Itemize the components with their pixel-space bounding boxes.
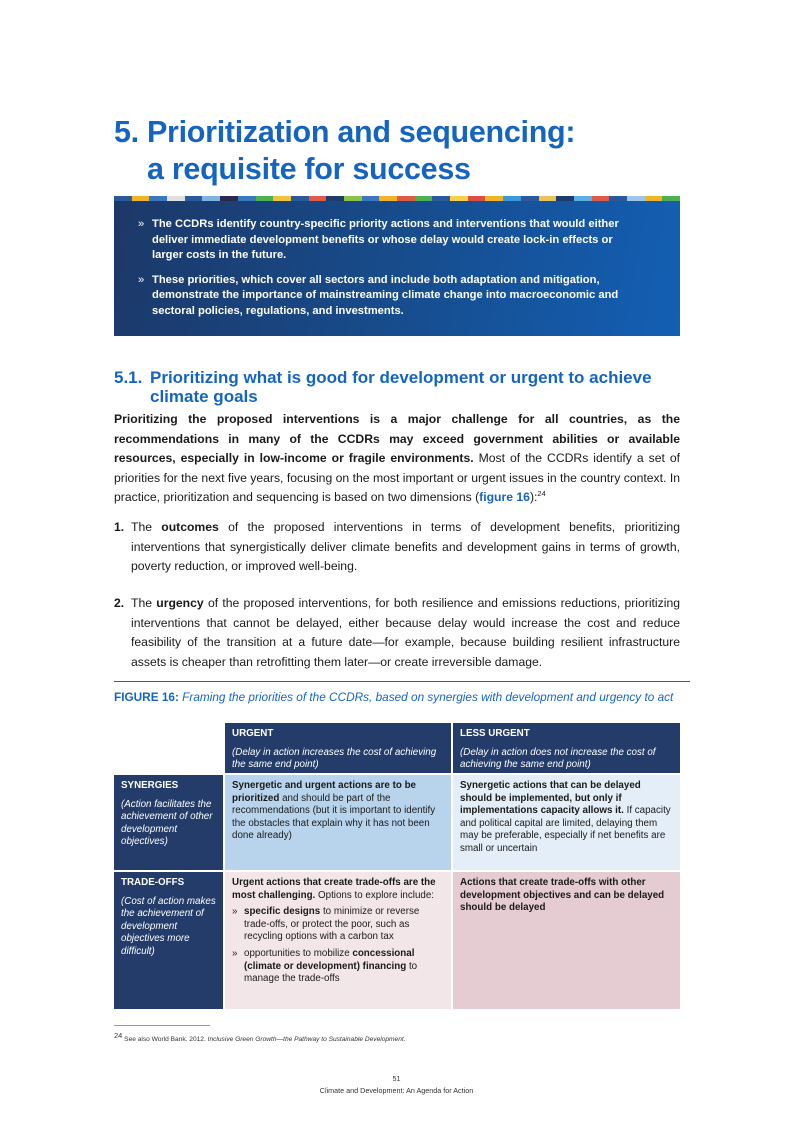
key-message-item	[138, 217, 644, 264]
row-header-trade-offs	[114, 872, 223, 1009]
figure-rule	[114, 681, 690, 682]
chapter-title-line-1: 5. Prioritization and sequencing:	[114, 115, 576, 149]
footnote-ref-24[interactable]: 24	[537, 488, 546, 498]
footnote-number: 24	[114, 1030, 123, 1040]
list-text-rest: of the proposed interventions, for both resilience and emissions reductions, prioritizing interventions that cannot be delayed, either because delay would increase the cost and reduce feasibility of the transition at a future date—for example, because building resilient infrastructure assets is cheaper than retrofitting them later—or create irreversible damage.	[131, 596, 681, 669]
footnote	[114, 1030, 406, 1044]
cell-bold-text: Actions that create trade-offs with other development objectives and can be delayed should be delayed	[460, 877, 665, 914]
footnote-rule	[114, 1025, 210, 1026]
footnote-text: See also World Bank. 2012.	[122, 1036, 208, 1043]
intro-after-link: ):	[529, 490, 538, 504]
column-subtitle: (Delay in action increases the cost of achieving the same end point)	[232, 746, 437, 771]
intro-text: Most of the CCDRs identify a set of priorities for the next five years, focusing on the most important or urgent issues in the country context. In practice, prioritization and sequencing is based on two dimensions (	[114, 451, 680, 504]
cell-synergies-urgent	[225, 775, 451, 870]
section-heading	[114, 368, 694, 406]
section-title-line-2: climate goals	[150, 387, 258, 406]
row-header-synergies	[114, 775, 223, 870]
footnote-title: Inclusive Green Growth—the Pathway to Sustainable Development	[207, 1036, 404, 1043]
list-keyword: urgency	[156, 596, 204, 610]
cell-bold-text: Synergetic actions that can be delayed should be implemented, but only if implementations capacity allows it.	[460, 780, 641, 817]
cell-synergies-less-urgent	[453, 775, 680, 870]
figure-caption	[114, 690, 684, 705]
cell-text: and should be part of the recommendations (but it is important to identify the obstacles that explain why it has not been done already)	[232, 792, 436, 842]
row-subtitle: (Cost of action makes the achievement of development objectives more difficult)	[121, 895, 216, 957]
footer-title: Climate and Development: An Agenda for Action	[319, 1086, 474, 1095]
section-number: 5.1.	[114, 368, 143, 387]
chevron-bullet-icon: »	[232, 947, 238, 959]
column-title: URGENT	[232, 728, 274, 739]
chapter-title	[114, 114, 714, 188]
chevron-bullet-icon: »	[138, 218, 145, 230]
bullet-bold-text: concessional (climate or development) financing	[244, 947, 415, 972]
key-message-text: The CCDRs identify country-specific priority actions and interventions that would either deliver immediate development benefits or whose delay would create lock-in effects or larger costs in the future.	[152, 218, 619, 261]
key-message-text: These priorities, which cover all sectors and include both adaptation and mitigation, demonstrate the importance of mainstreaming climate change into macroeconomic and sectoral policies, regulations, and investments.	[152, 273, 619, 317]
intro-paragraph	[114, 410, 680, 508]
list-text-pre: The	[131, 520, 162, 534]
section-title-line-1: Prioritizing what is good for development or urgent to achieve	[150, 368, 652, 387]
bullet-bold-text: specific designs	[244, 906, 321, 918]
intro-bold-lead: Prioritizing the proposed interventions is a major challenge for all countries, as the recommendations in many of the CCDRs may exceed government abilities or available resources, especially in low-income or fragile environments.	[114, 412, 680, 465]
figure-16-link[interactable]: figure 16	[479, 490, 530, 504]
column-header-urgent	[225, 723, 451, 773]
row-title: TRADE-OFFS	[121, 877, 185, 888]
cell-trade-offs-less-urgent	[453, 872, 680, 1009]
chevron-bullet-icon: »	[138, 273, 145, 286]
cell-bullet-item	[232, 948, 444, 986]
figure-caption-text: Framing the priorities of the CCDRs, based on synergies with development and urgency to act	[178, 690, 674, 704]
key-message-item	[138, 273, 644, 320]
cell-bold-text: Urgent actions that create trade-offs are the most challenging.	[232, 877, 436, 901]
column-subtitle: (Delay in action does not increase the cost of achieving the same end point)	[460, 746, 656, 771]
list-number: 2.	[114, 596, 125, 610]
row-subtitle: (Action facilitates the achievement of other development objectives)	[121, 798, 213, 848]
bullet-text: to manage the trade-offs	[244, 960, 418, 985]
list-text-pre: The	[131, 596, 157, 610]
cell-bold-text: Synergetic and urgent actions are to be prioritized	[232, 780, 417, 804]
cell-text: Options to explore include:	[315, 889, 435, 901]
chevron-bullet-icon: »	[232, 906, 238, 918]
list-text-rest: of the proposed interventions in terms of development benefits, prioritizing interventions that synergistically deliver climate benefits and development gains in terms of growth, poverty reduction, or improved well-being.	[131, 520, 680, 573]
list-item	[114, 518, 680, 577]
bullet-text: to minimize or reverse trade-offs, or protect the poor, such as recycling options with a carbon tax	[244, 906, 420, 943]
cell-text: If capacity and political capital are limited, delaying them may be preferable, especially if net benefits are small or uncertain	[460, 805, 671, 854]
column-title: LESS URGENT	[460, 728, 530, 739]
column-header-less-urgent	[453, 723, 680, 773]
footnote-end: .	[403, 1036, 406, 1043]
row-title: SYNERGIES	[121, 780, 179, 791]
cell-bullet-item	[232, 906, 444, 944]
list-keyword: outcomes	[161, 520, 219, 534]
list-item	[114, 594, 680, 672]
page-number: 51	[392, 1074, 401, 1083]
figure-label: FIGURE 16:	[114, 690, 179, 704]
chapter-title-line-2: a requisite for success	[147, 152, 471, 186]
key-messages-box	[114, 201, 680, 336]
list-number: 1.	[114, 520, 125, 534]
bullet-text-pre: opportunities to mobilize	[244, 947, 353, 959]
cell-trade-offs-urgent	[225, 872, 451, 1009]
